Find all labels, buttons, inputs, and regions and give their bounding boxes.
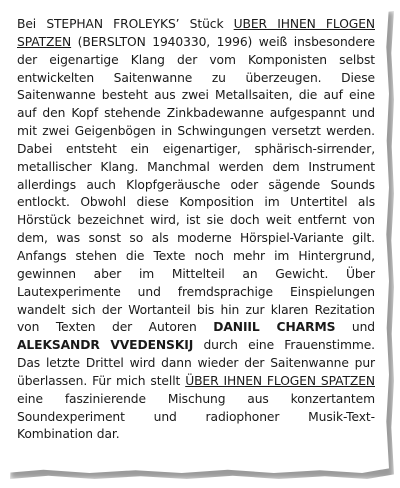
text-segment: (BERSLTON 1940330, 1996) weiß insbesondere der eigenartige Klang der vom Komponisten selbst entwickelten Saitenwanne zu überzeugen. Diese Saitenwanne besteht aus zwei Metallsaiten, die auf eine auf den Kopf stehende Zinkbadewanne aufgespannt und mit zwei Geigenbögen in Schwingungen versetzt werden. Dabei entsteht ein eigenartiger, sphärisch-sirrender, metallischer Klang. Manchmal werden dem Instrument allerdings auch Klopfgeräusche oder sägende Sounds entlockt. Obwohl diese Komposition im Untertitel als Hörstück bezeichnet wird, ist sie doch weit entfernt von dem, was sonst so als moderne Hörspiel-Variante gilt. Anfangs stehen die Texte noch mehr im Hintergrund, gewinnen aber im Mittelteil an Gewicht. Über Lautexperimente und fremdsprachige Einspielungen wandelt sich der Wortanteil bis hin zur klaren Rezitation von Texten der Autoren <box>17 34 375 335</box>
article-text <box>17 16 375 444</box>
artist-name: STEPHAN FROLEYKS’ <box>46 17 180 31</box>
text-segment: eine faszinierende Mischung aus konzertantem Soundexperiment und radiophoner Musik-Text-Kombination dar. <box>17 391 375 442</box>
text-segment: und <box>335 320 375 335</box>
work-title-repeat: ÜBER IHNEN FLOGEN SPATZEN <box>185 373 375 388</box>
text-segment: durch eine Frauenstimme. Das letzte Drittel wird dann wieder der Saitenwanne pur überlassen. Für mich stellt <box>17 338 375 388</box>
text-segment: Stück <box>179 17 234 31</box>
text-segment: Bei <box>17 17 47 31</box>
author-name-charms: DANIIL CHARMS <box>213 320 336 335</box>
author-name-vvedenskij: ALEKSANDR VVEDENSKIJ <box>17 338 194 353</box>
work-title: UBER IHNEN FLOGEN SPATZEN <box>17 17 375 49</box>
